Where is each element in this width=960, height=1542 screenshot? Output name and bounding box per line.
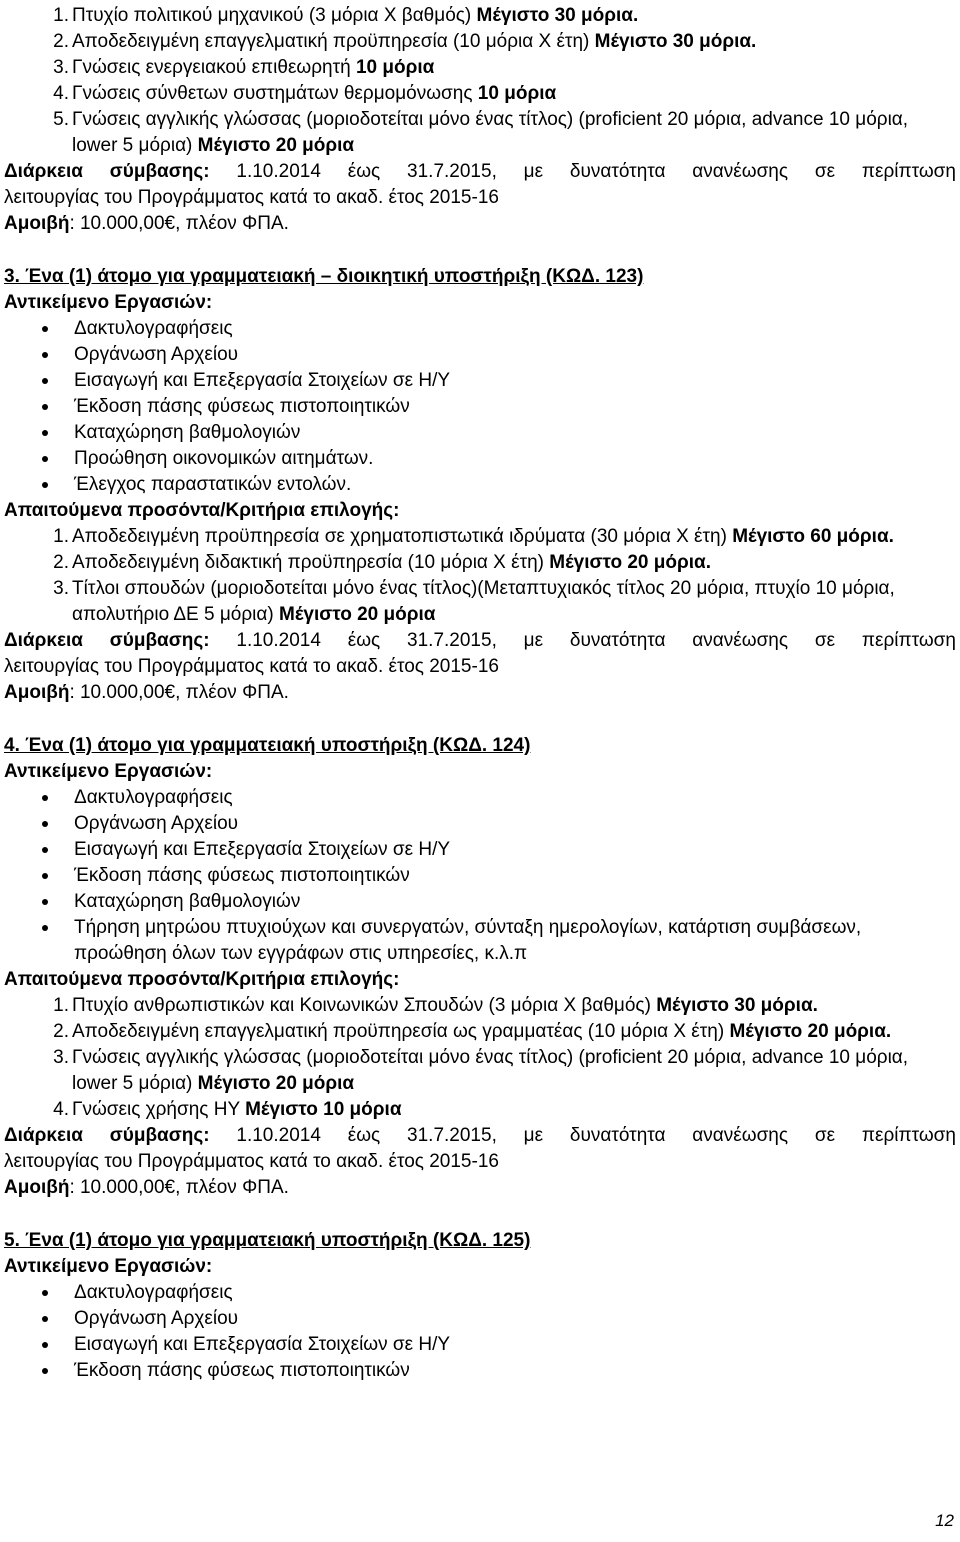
list-item: 5. Γνώσεις αγγλικής γλώσσας (μοριοδοτείται μόνο ένας τίτλος) (proficient 20 μόρια, advance 10 μόρια, lower 5 μόρια) Μέγιστο 20 μόρια — [53, 109, 909, 156]
section-title-125: 5. Ένα (1) άτομο για γραμματειακή υποστήριξη (ΚΩΔ. 125) — [4, 1230, 531, 1251]
bullet-icon — [4, 837, 74, 863]
contract-fee: Αμοιβή: 10.000,00€, πλέον ΦΠΑ. — [4, 682, 289, 703]
bullet-icon — [4, 1280, 74, 1306]
contract-duration-cont: λειτουργίας του Προγράμματος κατά το ακαδ. έτος 2015-16 — [4, 656, 499, 677]
bullet-icon — [4, 368, 74, 394]
bullet-icon — [4, 342, 74, 368]
bullet-icon — [4, 889, 74, 915]
page-number: 12 — [935, 1511, 954, 1530]
contract-duration-cont: λειτουργίας του Προγράμματος κατά το ακαδ. έτος 2015-16 — [4, 1151, 499, 1172]
list-item: Καταχώρηση βαθμολογιών — [4, 889, 956, 915]
bullet-icon — [4, 1358, 74, 1384]
contract-duration: Διάρκεια σύμβασης: 1.10.2014 έως 31.7.2015, με δυνατότητα ανανέωσης σε περίπτωση — [4, 630, 956, 651]
contract-fee: Αμοιβή: 10.000,00€, πλέον ΦΠΑ. — [4, 213, 289, 234]
list-item: Δακτυλογραφήσεις — [4, 1280, 956, 1306]
list-item: Εισαγωγή και Επεξεργασία Στοιχείων σε Η/Υ — [4, 837, 956, 863]
list-item: 1. Πτυχίο ανθρωπιστικών και Κοινωνικών Σπουδών (3 μόρια Χ βαθμός) Μέγιστο 30 μόρια. — [53, 995, 818, 1016]
contract-duration: Διάρκεια σύμβασης: 1.10.2014 έως 31.7.2015, με δυνατότητα ανανέωσης σε περίπτωση — [4, 161, 956, 182]
list-item: Καταχώρηση βαθμολογιών — [4, 420, 956, 446]
tasks-label: Αντικείμενο Εργασιών: — [4, 1256, 213, 1277]
tasks-list — [4, 316, 956, 498]
list-item: Έλεγχος παραστατικών εντολών. — [4, 472, 956, 498]
list-item: Εισαγωγή και Επεξεργασία Στοιχείων σε Η/Υ — [4, 368, 956, 394]
list-item: Οργάνωση Αρχείου — [4, 811, 956, 837]
bullet-icon — [4, 1306, 74, 1332]
section-title-124: 4. Ένα (1) άτομο για γραμματειακή υποστήριξη (ΚΩΔ. 124) — [4, 735, 531, 756]
list-item: 2. Αποδεδειγμένη επαγγελματική προϋπηρεσία (10 μόρια Χ έτη) Μέγιστο 30 μόρια. — [53, 31, 757, 52]
list-item: Οργάνωση Αρχείου — [4, 1306, 956, 1332]
bullet-icon — [4, 785, 74, 811]
bullet-icon — [4, 863, 74, 889]
list-item: Έκδοση πάσης φύσεως πιστοποιητικών — [4, 394, 956, 420]
bullet-icon — [4, 446, 74, 472]
criteria-list — [4, 993, 956, 1123]
list-item: 2. Αποδεδειγμένη διδακτική προϋπηρεσία (10 μόρια Χ έτη) Μέγιστο 20 μόρια. — [53, 552, 711, 573]
list-item: Δακτυλογραφήσεις — [4, 316, 956, 342]
bullet-icon — [4, 811, 74, 837]
contract-duration: Διάρκεια σύμβασης: 1.10.2014 έως 31.7.2015, με δυνατότητα ανανέωσης σε περίπτωση — [4, 1125, 956, 1146]
list-item: Οργάνωση Αρχείου — [4, 342, 956, 368]
list-item: 3. Γνώσεις ενεργειακού επιθεωρητή 10 μόρια — [53, 57, 435, 78]
list-item: Προώθηση οικονομικών αιτημάτων. — [4, 446, 956, 472]
tasks-label: Αντικείμενο Εργασιών: — [4, 761, 213, 782]
list-item: 1. Πτυχίο πολιτικού μηχανικού (3 μόρια Χ βαθμός) Μέγιστο 30 μόρια. — [53, 5, 639, 26]
bullet-icon — [4, 1332, 74, 1358]
tasks-list — [4, 1280, 956, 1384]
list-item: Τήρηση μητρώου πτυχιούχων και συνεργατών, σύνταξη ημερολογίων, κατάρτιση συμβάσεων, προώθηση όλων των εγγράφων στις υπηρεσίες, κ.λ.π — [4, 915, 956, 967]
intro-criteria-list — [4, 3, 956, 159]
list-item: Έκδοση πάσης φύσεως πιστοποιητικών — [4, 863, 956, 889]
criteria-label: Απαιτούμενα προσόντα/Κριτήρια επιλογής: — [4, 969, 400, 990]
list-item: Δακτυλογραφήσεις — [4, 785, 956, 811]
criteria-list — [4, 524, 956, 628]
list-item: Έκδοση πάσης φύσεως πιστοποιητικών — [4, 1358, 956, 1384]
list-item: 1. Αποδεδειγμένη προϋπηρεσία σε χρηματοπιστωτικά ιδρύματα (30 μόρια Χ έτη) Μέγιστο 60 μόρια. — [53, 526, 894, 547]
tasks-list — [4, 785, 956, 967]
list-item: Εισαγωγή και Επεξεργασία Στοιχείων σε Η/Υ — [4, 1332, 956, 1358]
section-title-123: 3. Ένα (1) άτομο για γραμματειακή – διοικητική υποστήριξη (ΚΩΔ. 123) — [4, 266, 644, 287]
contract-fee: Αμοιβή: 10.000,00€, πλέον ΦΠΑ. — [4, 1177, 289, 1198]
bullet-icon — [4, 316, 74, 342]
bullet-icon — [4, 420, 74, 446]
contract-duration-cont: λειτουργίας του Προγράμματος κατά το ακαδ. έτος 2015-16 — [4, 187, 499, 208]
list-item: 2. Αποδεδειγμένη επαγγελματική προϋπηρεσία ως γραμματέας (10 μόρια Χ έτη) Μέγιστο 20 μόρια. — [53, 1021, 892, 1042]
bullet-icon — [4, 472, 74, 498]
bullet-icon — [4, 915, 74, 967]
list-item: 3. Γνώσεις αγγλικής γλώσσας (μοριοδοτείται μόνο ένας τίτλος) (proficient 20 μόρια, advance 10 μόρια, lower 5 μόρια) Μέγιστο 20 μόρια — [53, 1047, 909, 1094]
criteria-label: Απαιτούμενα προσόντα/Κριτήρια επιλογής: — [4, 500, 400, 521]
tasks-label: Αντικείμενο Εργασιών: — [4, 292, 213, 313]
list-item: 3. Τίτλοι σπουδών (μοριοδοτείται μόνο ένας τίτλος)(Μεταπτυχιακός τίτλος 20 μόρια, πτυχίο 10 μόρια, απολυτήριο ΔΕ 5 μόρια) Μέγιστο 20 μόρια — [53, 578, 895, 625]
list-item: 4. Γνώσεις σύνθετων συστημάτων θερμομόνωσης 10 μόρια — [53, 83, 557, 104]
bullet-icon — [4, 394, 74, 420]
list-item: 4. Γνώσεις χρήσης ΗΥ Μέγιστο 10 μόρια — [53, 1099, 402, 1120]
